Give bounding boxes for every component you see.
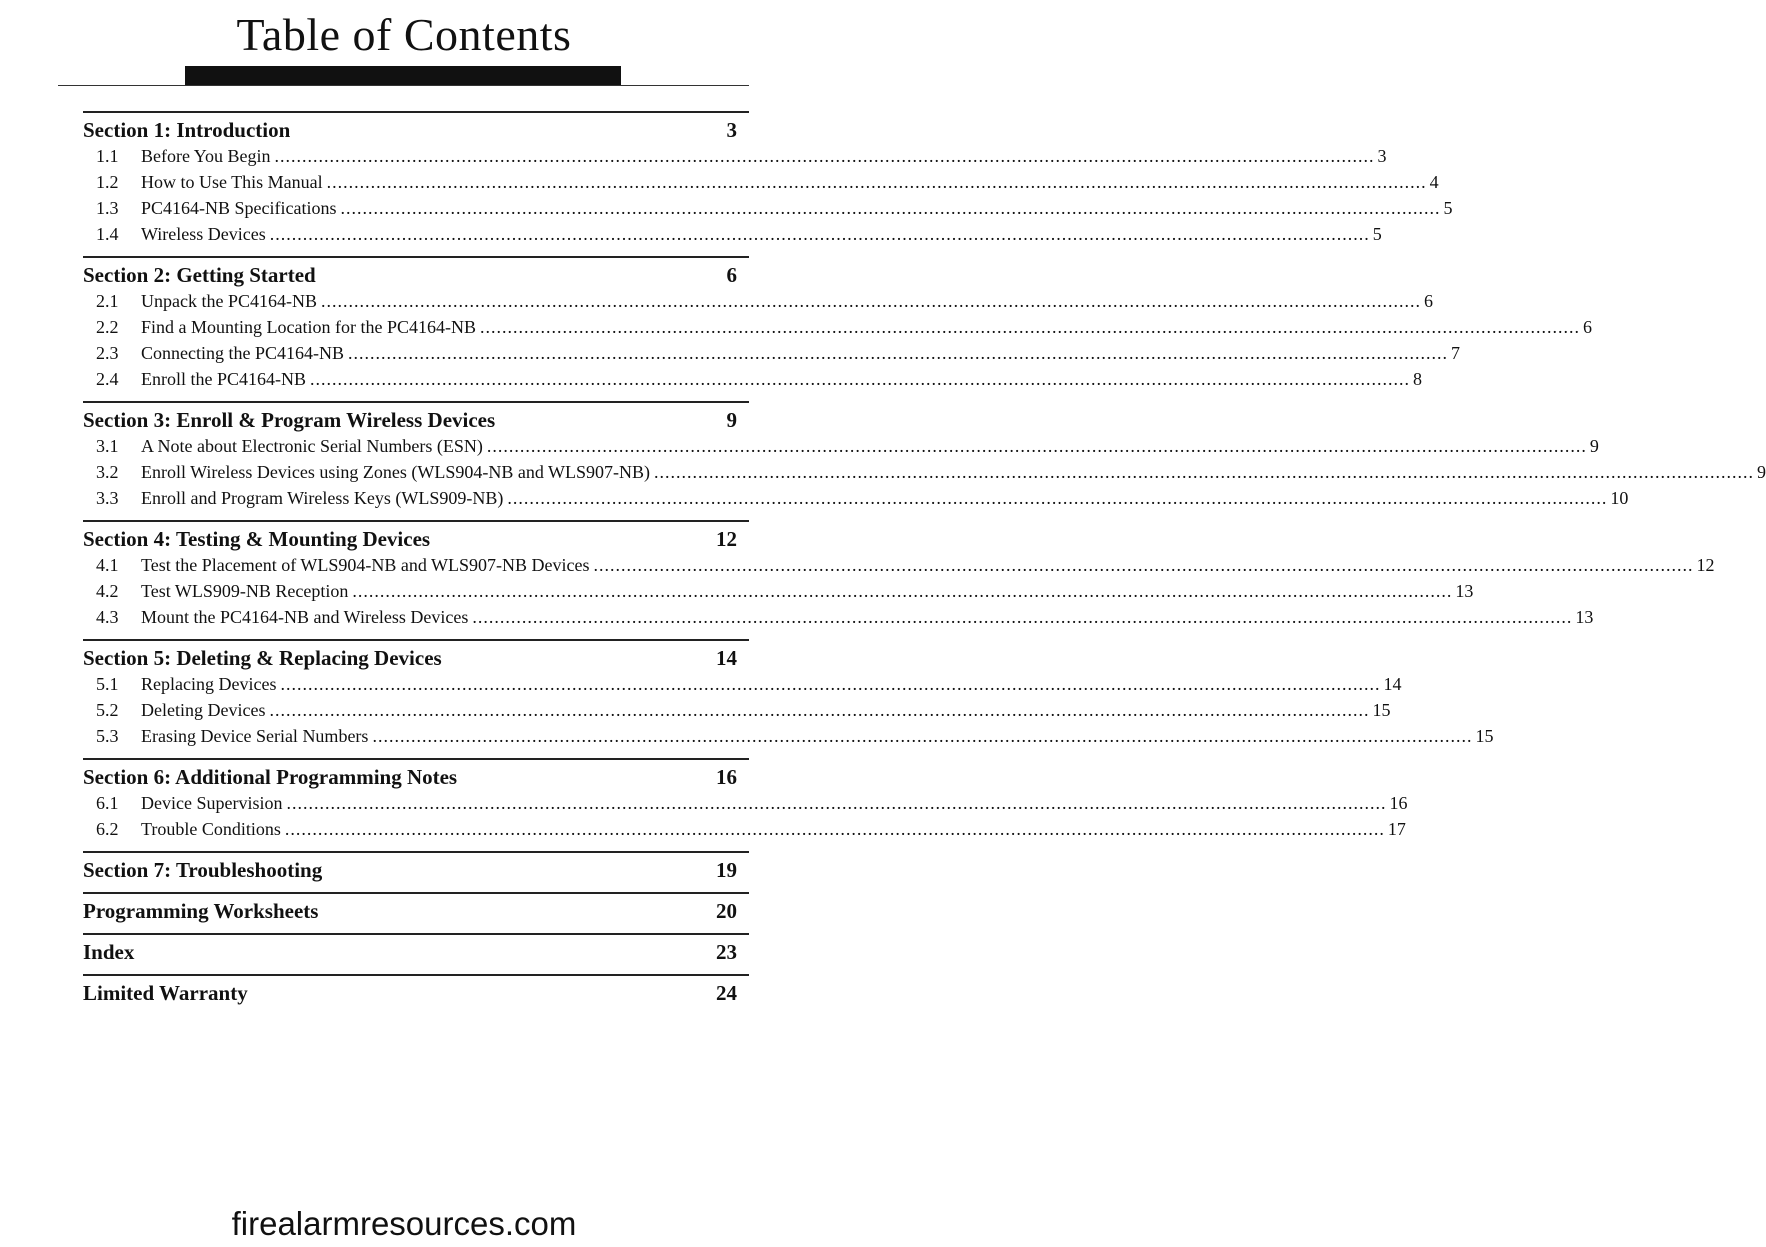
page-title: Table of Contents <box>236 9 572 60</box>
section-title: Limited Warranty <box>83 981 248 1005</box>
toc-entry[interactable] <box>83 607 1594 633</box>
entry-number: 1.3 <box>96 198 119 218</box>
dot-leader: ........................................................................................................................................................................................................ <box>320 291 1421 311</box>
dot-leader: ........................................................................................................................................................................................................ <box>352 581 1453 601</box>
dot-leader: ........................................................................................................................................................................................................ <box>284 819 1385 839</box>
section-page-number: 3 <box>726 118 737 142</box>
dot-leader: ........................................................................................................................................................................................................ <box>507 488 1608 508</box>
toc-section <box>83 933 749 974</box>
entry-page-number: 5 <box>1443 198 1453 218</box>
entry-page-number: 13 <box>1575 607 1594 627</box>
entry-title: Erasing Device Serial Numbers <box>141 726 369 746</box>
dot-leader: ........................................................................................................................................................................................................ <box>340 198 1441 218</box>
dot-leader: ........................................................................................................................................................................................................ <box>326 172 1427 192</box>
dot-leader: ........................................................................................................................................................................................................ <box>286 793 1387 813</box>
entry-title: Device Supervision <box>141 793 283 813</box>
entry-number: 5.2 <box>96 700 119 720</box>
entry-number: 2.1 <box>96 291 119 311</box>
entry-number: 1.4 <box>96 224 119 244</box>
section-page-number: 16 <box>716 765 737 789</box>
entry-page-number: 17 <box>1387 819 1406 839</box>
section-title: Section 4: Testing & Mounting Devices <box>83 527 431 551</box>
section-title: Section 2: Getting Started <box>83 263 316 287</box>
section-heading[interactable] <box>83 646 749 674</box>
toc-section <box>83 401 1766 520</box>
section-heading[interactable] <box>83 981 749 1009</box>
entry-page-number: 4 <box>1429 172 1439 192</box>
entry-page-number: 3 <box>1377 146 1387 166</box>
dot-leader: ........................................................................................................................................................................................................ <box>348 343 1448 363</box>
entry-number: 4.1 <box>96 555 119 575</box>
section-page-number: 6 <box>726 263 737 287</box>
entry-page-number: 14 <box>1383 674 1402 694</box>
toc-entry[interactable] <box>83 436 1599 462</box>
entry-number: 2.3 <box>96 343 119 363</box>
section-title: Programming Worksheets <box>83 899 319 923</box>
section-heading[interactable] <box>83 263 749 291</box>
toc-section <box>83 111 1453 256</box>
entry-page-number: 16 <box>1389 793 1408 813</box>
entry-title: Test the Placement of WLS904-NB and WLS907-NB Devices <box>141 555 590 575</box>
entry-number: 2.4 <box>96 369 119 389</box>
toc-entry[interactable] <box>83 172 1439 198</box>
section-heading[interactable] <box>83 940 749 968</box>
toc-section <box>83 974 749 1015</box>
entry-page-number: 5 <box>1372 224 1382 244</box>
section-heading[interactable] <box>83 765 749 793</box>
toc-entry[interactable] <box>83 488 1629 514</box>
entry-title: Replacing Devices <box>141 674 277 694</box>
section-title: Section 3: Enroll & Program Wireless Devices <box>83 408 496 432</box>
entry-page-number: 15 <box>1372 700 1391 720</box>
title-underline-bar <box>185 66 621 85</box>
entry-title: Deleting Devices <box>141 700 266 720</box>
entry-page-number: 13 <box>1455 581 1474 601</box>
entry-number: 4.3 <box>96 607 119 627</box>
dot-leader: ........................................................................................................................................................................................................ <box>472 607 1573 627</box>
entry-page-number: 7 <box>1451 343 1460 363</box>
dot-leader: ........................................................................................................................................................................................................ <box>280 674 1381 694</box>
toc-section <box>83 892 749 933</box>
entry-title: Enroll and Program Wireless Keys (WLS909-NB) <box>141 488 504 508</box>
section-title: Section 1: Introduction <box>83 118 291 142</box>
section-page-number: 14 <box>716 646 737 670</box>
entry-number: 1.2 <box>96 172 119 192</box>
toc-entry[interactable] <box>83 793 1408 819</box>
toc-entry[interactable] <box>83 343 1460 369</box>
entry-title: Unpack the PC4164-NB <box>141 291 317 311</box>
toc-entry[interactable] <box>83 581 1474 607</box>
section-heading[interactable] <box>83 408 749 436</box>
section-heading[interactable] <box>83 858 749 886</box>
entry-page-number: 15 <box>1475 726 1494 746</box>
entry-number: 5.3 <box>96 726 119 746</box>
toc-entry[interactable] <box>83 462 1766 488</box>
toc-entry[interactable] <box>83 369 1422 395</box>
toc-section <box>83 851 749 892</box>
title-rule <box>58 85 749 86</box>
entry-title: Test WLS909-NB Reception <box>141 581 349 601</box>
entry-number: 5.1 <box>96 674 119 694</box>
entry-title: Wireless Devices <box>141 224 266 244</box>
section-title: Section 6: Additional Programming Notes <box>83 765 458 789</box>
dot-leader: ........................................................................................................................................................................................................ <box>269 700 1370 720</box>
section-page-number: 24 <box>716 981 737 1005</box>
section-heading[interactable] <box>83 527 749 555</box>
dot-leader: ........................................................................................................................................................................................................ <box>654 462 1755 482</box>
toc-section <box>83 758 1408 851</box>
section-page-number: 12 <box>716 527 737 551</box>
toc-entry[interactable] <box>83 146 1387 172</box>
entry-number: 4.2 <box>96 581 119 601</box>
toc-entry[interactable] <box>83 819 1406 845</box>
entry-title: Connecting the PC4164-NB <box>141 343 344 363</box>
entry-number: 2.2 <box>96 317 119 337</box>
section-heading[interactable] <box>83 899 749 927</box>
toc-section <box>83 520 1715 639</box>
entry-page-number: 10 <box>1610 488 1629 508</box>
section-heading[interactable] <box>83 118 749 146</box>
entry-number: 6.2 <box>96 819 119 839</box>
footer-website: firealarmresources.com <box>231 1205 577 1242</box>
toc-section <box>83 639 1494 758</box>
entry-number: 3.2 <box>96 462 119 482</box>
section-title: Section 7: Troubleshooting <box>83 858 323 882</box>
entry-number: 6.1 <box>96 793 119 813</box>
dot-leader: ........................................................................................................................................................................................................ <box>372 726 1473 746</box>
dot-leader: ........................................................................................................................................................................................................ <box>269 224 1370 244</box>
dot-leader: ........................................................................................................................................................................................................ <box>486 436 1587 456</box>
dot-leader: ........................................................................................................................................................................................................ <box>593 555 1694 575</box>
entry-number: 1.1 <box>96 146 119 166</box>
entry-page-number: 12 <box>1696 555 1715 575</box>
section-page-number: 9 <box>726 408 737 432</box>
dot-leader: ........................................................................................................................................................................................................ <box>310 369 1410 389</box>
entry-title: Trouble Conditions <box>141 819 281 839</box>
entry-page-number: 8 <box>1413 369 1422 389</box>
entry-number: 3.1 <box>96 436 119 456</box>
section-page-number: 23 <box>716 940 737 964</box>
entry-title: Before You Begin <box>141 146 271 166</box>
entry-title: Mount the PC4164-NB and Wireless Devices <box>141 607 469 627</box>
toc-entry[interactable] <box>83 700 1391 726</box>
toc-entry[interactable] <box>83 726 1494 752</box>
section-title: Section 5: Deleting & Replacing Devices <box>83 646 442 670</box>
entry-title: Enroll Wireless Devices using Zones (WLS904-NB and WLS907-NB) <box>141 462 651 482</box>
entry-title: A Note about Electronic Serial Numbers (ESN) <box>141 436 483 456</box>
entry-title: PC4164-NB Specifications <box>141 198 337 218</box>
toc-entry[interactable] <box>83 291 1433 317</box>
toc-entry[interactable] <box>83 317 1592 343</box>
entry-number: 3.3 <box>96 488 119 508</box>
dot-leader: ........................................................................................................................................................................................................ <box>479 317 1580 337</box>
toc-entry[interactable] <box>83 224 1382 250</box>
section-title: Index <box>83 940 135 964</box>
entry-page-number: 9 <box>1757 462 1766 482</box>
toc-section <box>83 256 1592 401</box>
section-page-number: 20 <box>716 899 737 923</box>
entry-page-number: 6 <box>1582 317 1592 337</box>
table-of-contents <box>83 111 1766 1015</box>
dot-leader: ........................................................................................................................................................................................................ <box>274 146 1375 166</box>
toc-entry[interactable] <box>83 555 1715 581</box>
entry-page-number: 9 <box>1589 436 1599 456</box>
entry-page-number: 6 <box>1423 291 1433 311</box>
entry-title: Enroll the PC4164-NB <box>141 369 306 389</box>
entry-title: Find a Mounting Location for the PC4164-NB <box>141 317 476 337</box>
section-page-number: 19 <box>716 858 737 882</box>
toc-entry[interactable] <box>83 674 1402 700</box>
entry-title: How to Use This Manual <box>141 172 323 192</box>
toc-entry[interactable] <box>83 198 1453 224</box>
